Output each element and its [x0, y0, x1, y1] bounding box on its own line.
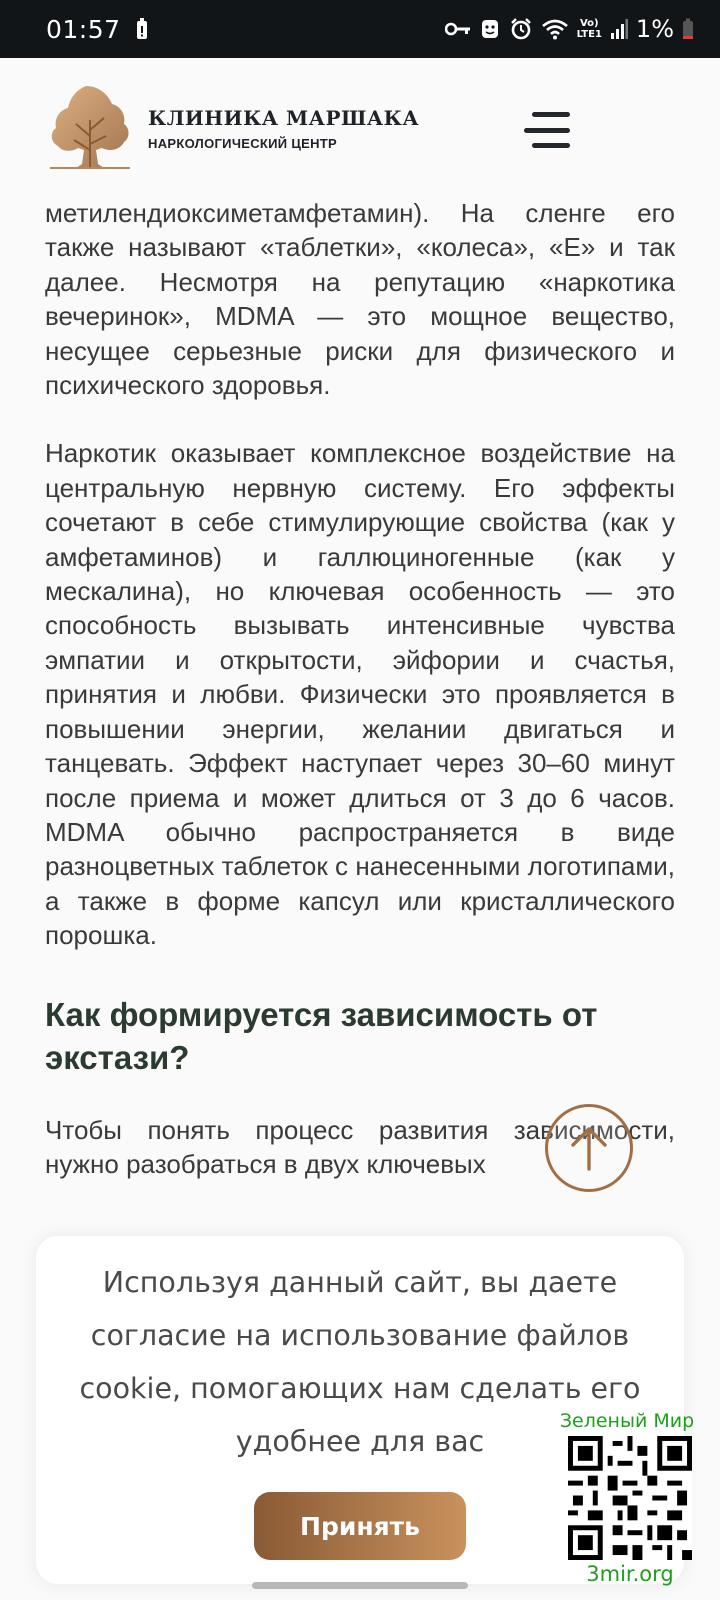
face-icon [479, 18, 501, 40]
battery-percent: 1% [635, 15, 674, 43]
menu-line [532, 112, 570, 117]
battery-saver-icon [135, 18, 149, 40]
watermark [560, 1410, 700, 1586]
qr-code-icon [568, 1436, 692, 1560]
lte-label: LTE1 [576, 29, 602, 40]
article-content [45, 196, 675, 1215]
volte-icon [577, 18, 602, 40]
article-paragraph: Чтобы понять процесс развития зависимости, нужно разобраться в двух ключевых [45, 1114, 675, 1179]
menu-line [532, 143, 570, 148]
scroll-to-top-button[interactable] [545, 1104, 633, 1192]
section-heading: Как формируется зависимость от экстази? [45, 995, 598, 1076]
brand-subtitle: НАРКОЛОГИЧЕСКИЙ ЦЕНТР [148, 136, 338, 151]
signal-icon [610, 19, 628, 39]
volte-label: Vo) [579, 18, 599, 29]
article-paragraph: Наркотик оказывает комплексное воздействие на центральную нервную систему. Его эффекты сочетают в себе стимулирующие свойства (как у амфетаминов) и галлюциногенные (как у мескалина), но ключевая особенность — это способность вызывать интенсивные чувства эмпатии и открытости, эйфории и счастья, принятия и любви. Физически это проявляется в повышении энергии, желании двигаться и танцевать. Эффект наступает через 30–60 минут после приема и может длиться от 3 до 6 часов. MDMA обычно распространяется в виде разноцветных таблеток с нанесенными логотипами, а также в форме капсул или кристаллического порошка. [45, 438, 675, 951]
alarm-icon [509, 17, 533, 41]
brand-name: КЛИНИКА МАРШАКА [148, 106, 420, 130]
watermark-title: Зеленый Мир [559, 1410, 695, 1432]
status-bar [0, 0, 720, 58]
hamburger-menu-icon[interactable] [524, 110, 574, 150]
brand[interactable] [148, 106, 419, 151]
status-time: 01:57 [46, 14, 121, 44]
accept-cookies-button[interactable]: Принять [254, 1492, 466, 1560]
menu-line [524, 128, 570, 133]
article-paragraph: метилендиоксиметамфетамин). На сленге его также называют «таблетки», «колеса», «Е» и так далее. Несмотря на репутацию «наркотика вечеринок», MDMA — это мощное вещество, несущее серьезные риски для физического и психического здоровья. [45, 198, 675, 401]
arrow-up-icon [567, 1123, 611, 1173]
vpn-key-icon [445, 21, 471, 37]
home-indicator[interactable] [252, 1582, 468, 1589]
watermark-url: 3mir.org [586, 1562, 674, 1586]
tree-icon[interactable] [46, 80, 134, 172]
battery-icon [682, 18, 694, 40]
wifi-icon [541, 18, 569, 40]
cookie-text: Используя данный сайт, вы даете согласие на использование файлов cookie, помогающих нам сделать его удобнее для вас [79, 1266, 641, 1458]
site-header [0, 58, 720, 188]
